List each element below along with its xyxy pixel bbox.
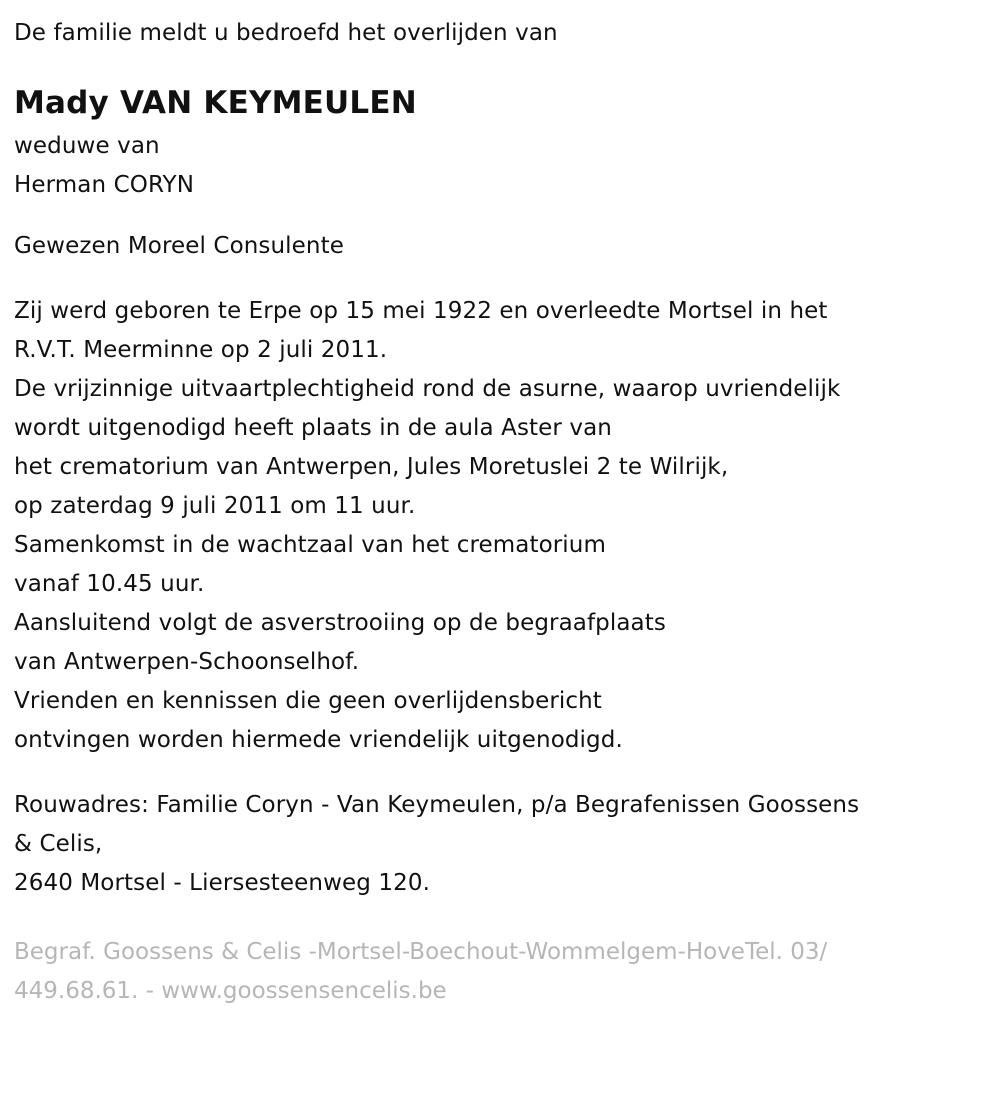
spacer-after-spouse: [14, 205, 970, 227]
address-line: 2640 Mortsel - Liersesteenweg 120.: [14, 870, 430, 896]
role-text: Gewezen Moreel Consulente: [14, 233, 344, 259]
body-line: op zaterdag 9 juli 2011 om 11 uur.: [14, 493, 416, 519]
body-line: Aansluitend volgt de asverstrooiing op de begraafplaats: [14, 610, 666, 636]
spouse-name: Herman CORYN: [14, 172, 195, 198]
footer-line: 449.68.61. - www.goossensencelis.be: [14, 978, 447, 1004]
body-line: R.V.T. Meerminne op 2 juli 2011.: [14, 337, 388, 363]
body-line: wordt uitgenodigd heeft plaats in de aula Aster van: [14, 415, 612, 441]
footer-line: Begraf. Goossens & Celis -Mortsel-Boechout-Wommelgem-HoveTel. 03/: [14, 939, 828, 965]
relation-label: weduwe van: [14, 133, 160, 159]
spacer-before-address: [14, 760, 970, 786]
deceased-name: Mady VAN KEYMEULEN: [14, 85, 417, 121]
spacer-after-role: [14, 266, 970, 292]
body-line: van Antwerpen-Schoonselhof.: [14, 649, 360, 675]
funeral-home-footer: [14, 933, 970, 1011]
body-line: De vrijzinnige uitvaartplechtigheid rond de asurne, waarop uvriendelijk: [14, 376, 841, 402]
body-line: Zij werd geboren te Erpe op 15 mei 1922 en overleedte Mortsel in het: [14, 298, 828, 324]
body-line: vanaf 10.45 uur.: [14, 571, 205, 597]
intro-text: De familie meldt u bedroefd het overlijden van: [14, 20, 558, 46]
body-paragraph: [14, 292, 970, 760]
mourning-address: [14, 786, 970, 903]
body-line: ontvingen worden hiermede vriendelijk uitgenodigd.: [14, 727, 623, 753]
body-line: Samenkomst in de wachtzaal van het crematorium: [14, 532, 606, 558]
address-line: & Celis,: [14, 831, 103, 857]
body-line: het crematorium van Antwerpen, Jules Moretuslei 2 te Wilrijk,: [14, 454, 729, 480]
body-line: Vrienden en kennissen die geen overlijdensbericht: [14, 688, 602, 714]
address-line: Rouwadres: Familie Coryn - Van Keymeulen, p/a Begrafenissen Goossens: [14, 792, 860, 818]
